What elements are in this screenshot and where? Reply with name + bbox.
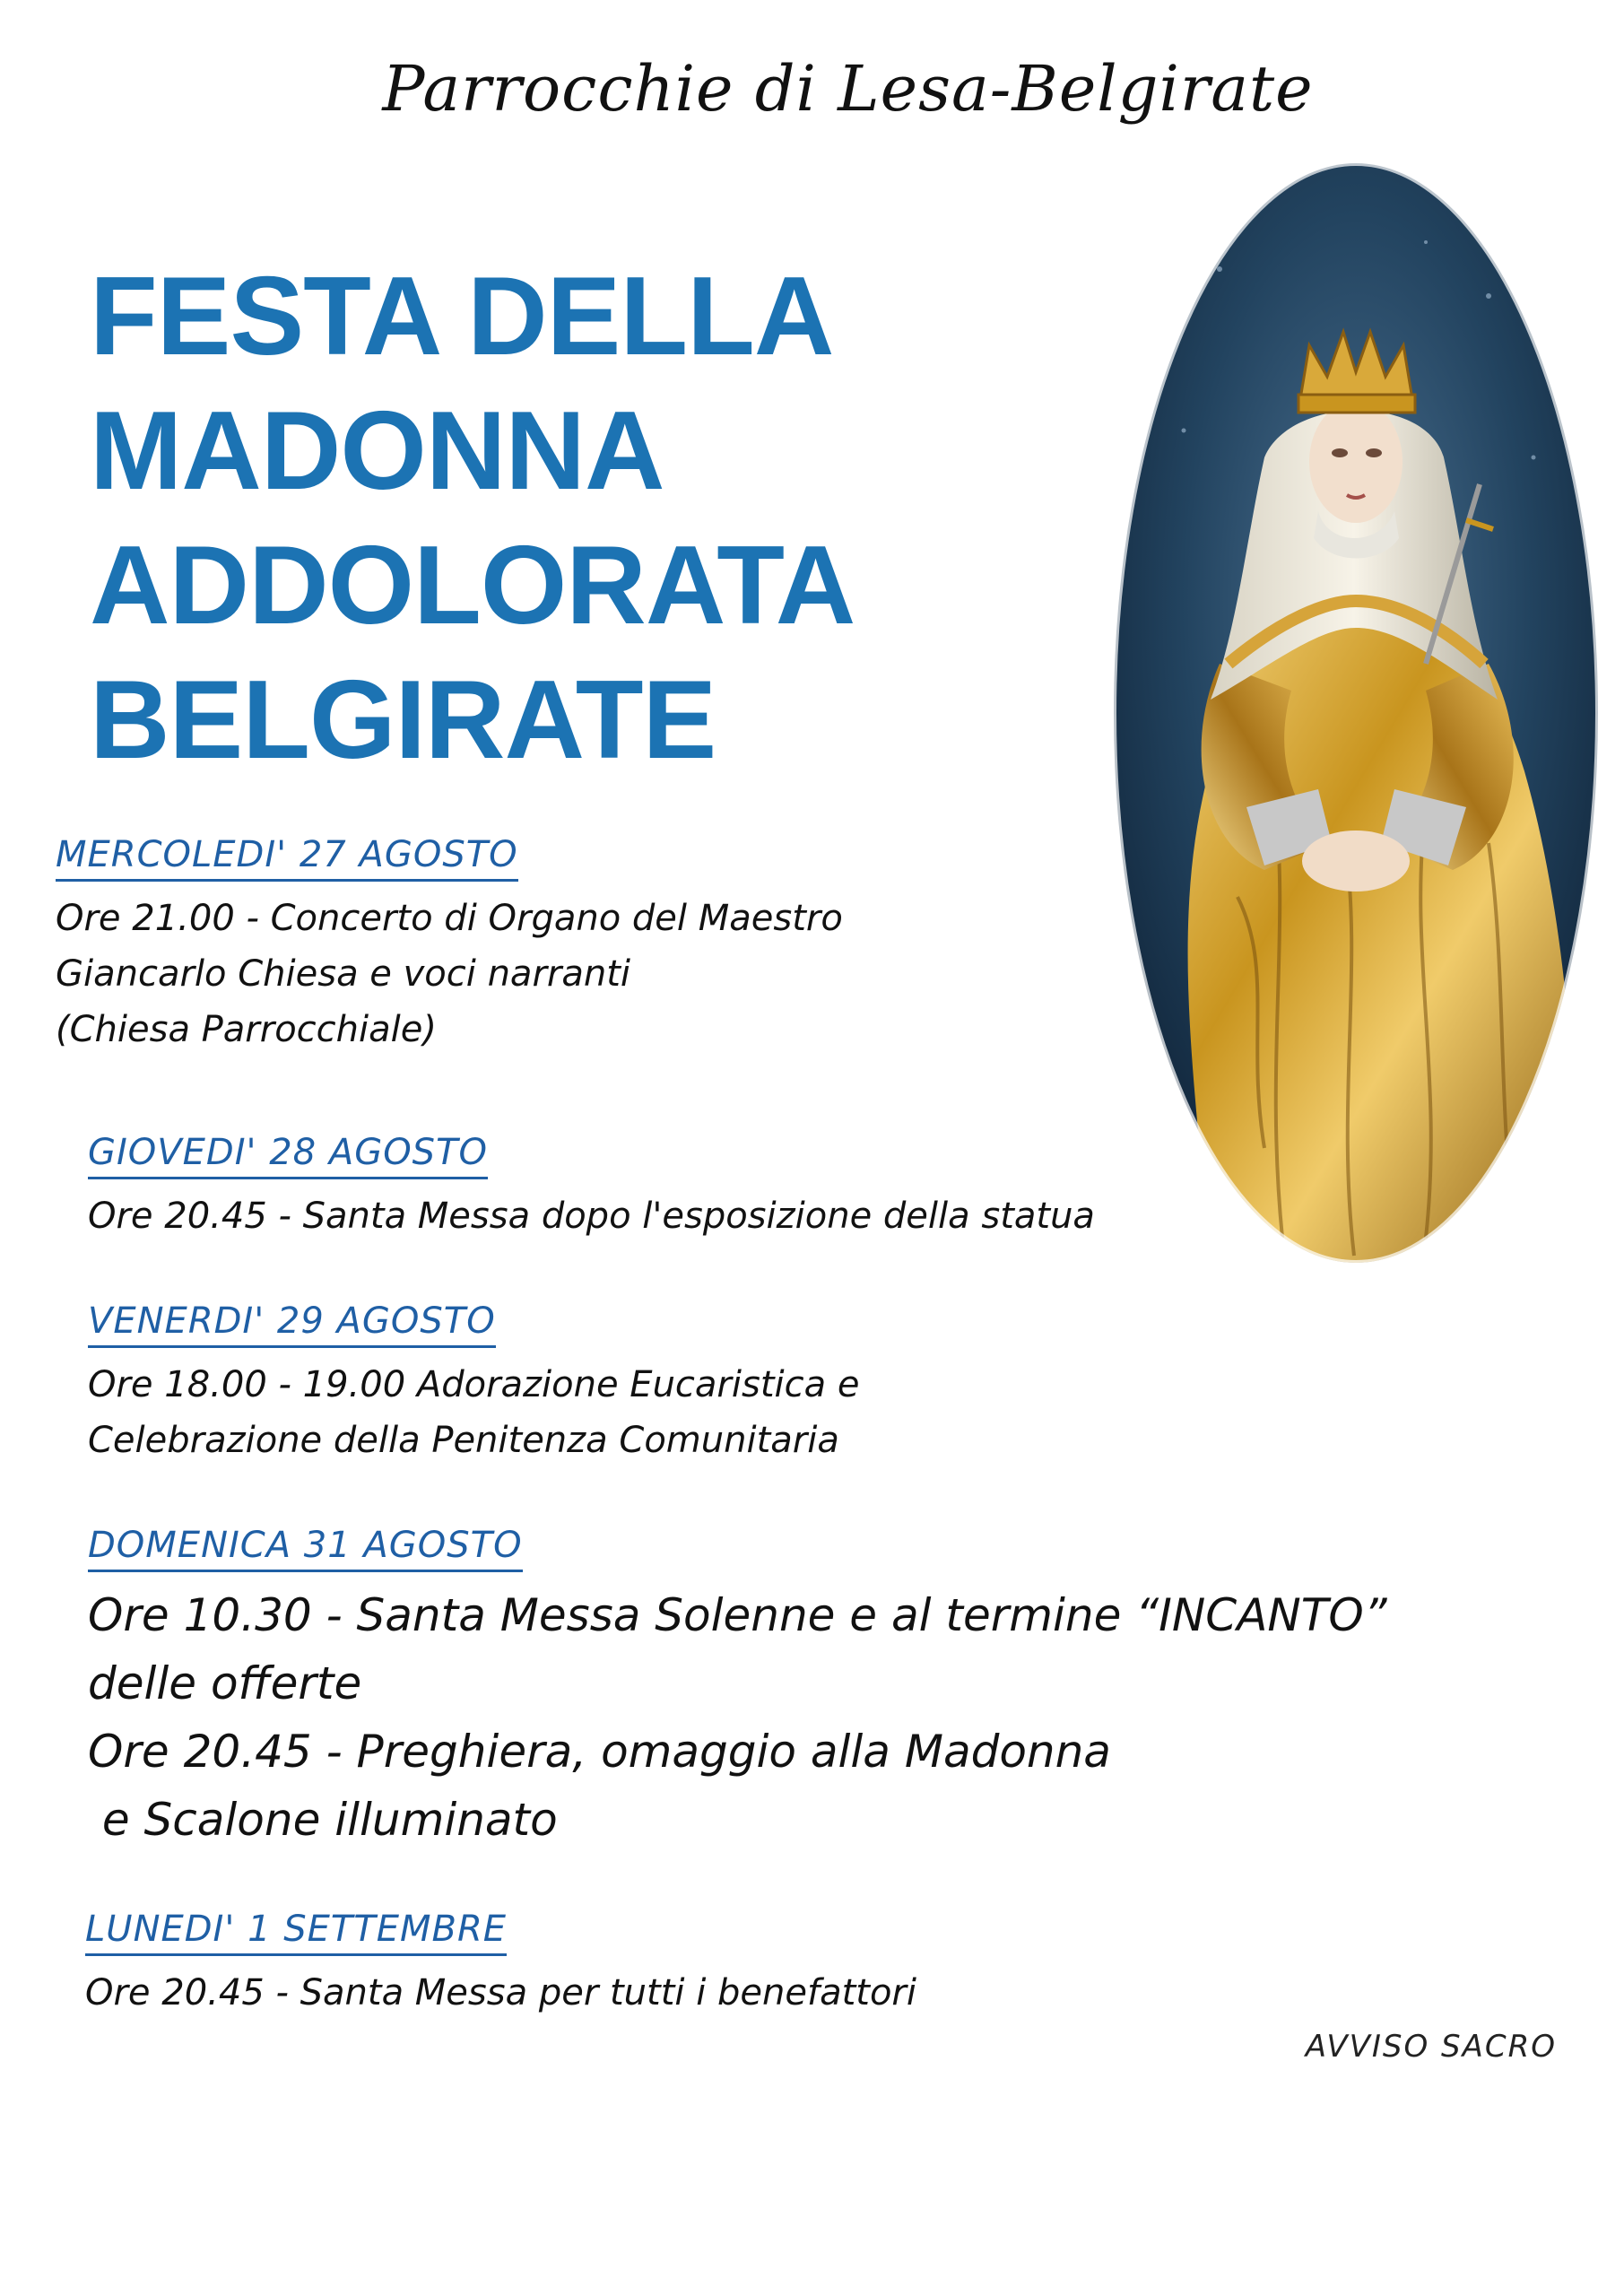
title-line-4: BELGIRATE — [90, 658, 716, 782]
event-domenica — [88, 1525, 1387, 1854]
event-giovedi — [88, 1132, 1095, 1244]
event-line: (Chiesa Parrocchiale) — [56, 1009, 437, 1050]
event-line: delle offerte — [88, 1657, 362, 1709]
event-line: Ore 20.45 - Santa Messa per tutti i benefattori — [85, 1972, 916, 2013]
parish-header: Parrocchie di Lesa-Belgirate — [382, 52, 1314, 126]
event-day: LUNEDI' 1 SETTEMBRE — [85, 1909, 507, 1956]
event-line: Ore 20.45 - Santa Messa dopo l'esposizione della statua — [88, 1196, 1095, 1237]
event-line: Giancarlo Chiesa e voci narranti — [56, 953, 630, 995]
event-title — [90, 249, 1076, 787]
event-line: e Scalone illuminato — [88, 1794, 558, 1846]
event-line: Ore 20.45 - Preghiera, omaggio alla Madonna — [88, 1726, 1111, 1778]
event-line: Ore 18.00 - 19.00 Adorazione Eucaristica e — [88, 1364, 860, 1405]
footer-notice: AVVISO SACRO — [1305, 2029, 1557, 2065]
event-venerdi — [88, 1300, 859, 1468]
event-line: Ore 21.00 - Concerto di Organo del Maestro — [56, 898, 843, 939]
event-day: GIOVEDI' 28 AGOSTO — [88, 1132, 488, 1179]
title-line-2: MADONNA — [90, 389, 664, 513]
title-line-3: ADDOLORATA — [90, 524, 855, 648]
event-day: MERCOLEDI' 27 AGOSTO — [56, 834, 518, 882]
event-day: DOMENICA 31 AGOSTO — [88, 1525, 523, 1572]
madonna-statue-image — [1112, 161, 1601, 1265]
event-mercoledi — [56, 834, 843, 1057]
event-line: Ore 10.30 - Santa Messa Solenne e al termine “INCANTO” — [88, 1589, 1387, 1641]
title-line-1: FESTA DELLA — [90, 255, 834, 378]
event-line: Celebrazione della Penitenza Comunitaria — [88, 1420, 839, 1461]
event-lunedi — [85, 1909, 916, 2021]
event-day: VENERDI' 29 AGOSTO — [88, 1300, 496, 1348]
